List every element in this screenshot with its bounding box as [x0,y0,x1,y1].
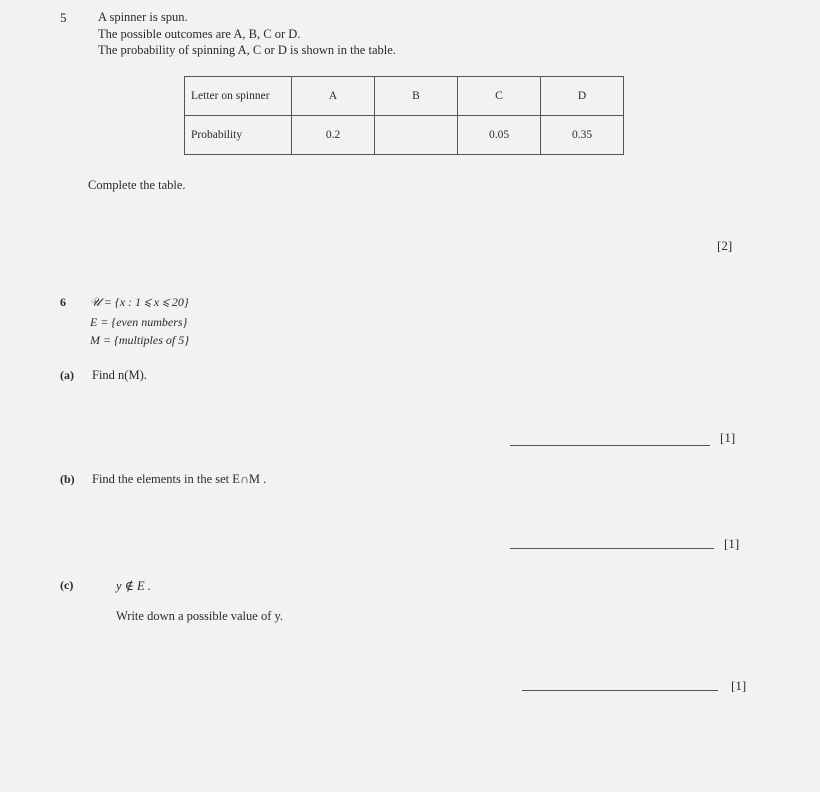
q5-instruction: Complete the table. [88,178,186,192]
letter-cell-c: C [458,77,541,116]
part-a-marks: [1] [720,430,736,445]
part-b-question: Find the elements in the set E∩M . [92,472,267,486]
part-b-label: (b) [60,472,75,486]
table-row-letters [185,77,624,116]
part-a-label: (a) [60,368,74,382]
part-a-answer-line[interactable] [510,445,710,446]
part-a-question: Find n(M). [92,368,147,382]
set-e-definition: E = {even numbers} [90,315,188,329]
universal-set-definition: 𝒰 = {x : 1 ⩽ x ⩽ 20} [90,295,189,309]
q5-line-2: The possible outcomes are A, B, C or D. [98,27,301,41]
q5-marks: [2] [717,238,733,253]
probability-label-cell: Probability [185,116,292,155]
part-c-statement: y ∉ E . [116,579,151,593]
part-c-marks: [1] [731,678,747,693]
letter-cell-d: D [541,77,624,116]
part-b-marks: [1] [724,536,740,551]
question-5-number: 5 [60,10,67,25]
part-c-instruction: Write down a possible value of y. [116,609,284,623]
probability-cell-b[interactable] [375,116,458,155]
q5-line-1: A spinner is spun. [98,10,188,24]
question-6-number: 6 [60,295,66,309]
probability-cell-d: 0.35 [541,116,624,155]
probability-cell-c: 0.05 [458,116,541,155]
part-c-label: (c) [60,578,74,592]
probability-cell-a: 0.2 [292,116,375,155]
set-m-definition: M = {multiples of 5} [90,333,190,347]
probability-table [184,76,624,155]
part-c-answer-line[interactable] [522,690,718,691]
part-b-answer-line[interactable] [510,548,714,549]
q5-line-3: The probability of spinning A, C or D is shown in the table. [98,43,396,57]
letter-cell-b: B [375,77,458,116]
header-cell: Letter on spinner [185,77,292,116]
table-row-probabilities [185,116,624,155]
letter-cell-a: A [292,77,375,116]
